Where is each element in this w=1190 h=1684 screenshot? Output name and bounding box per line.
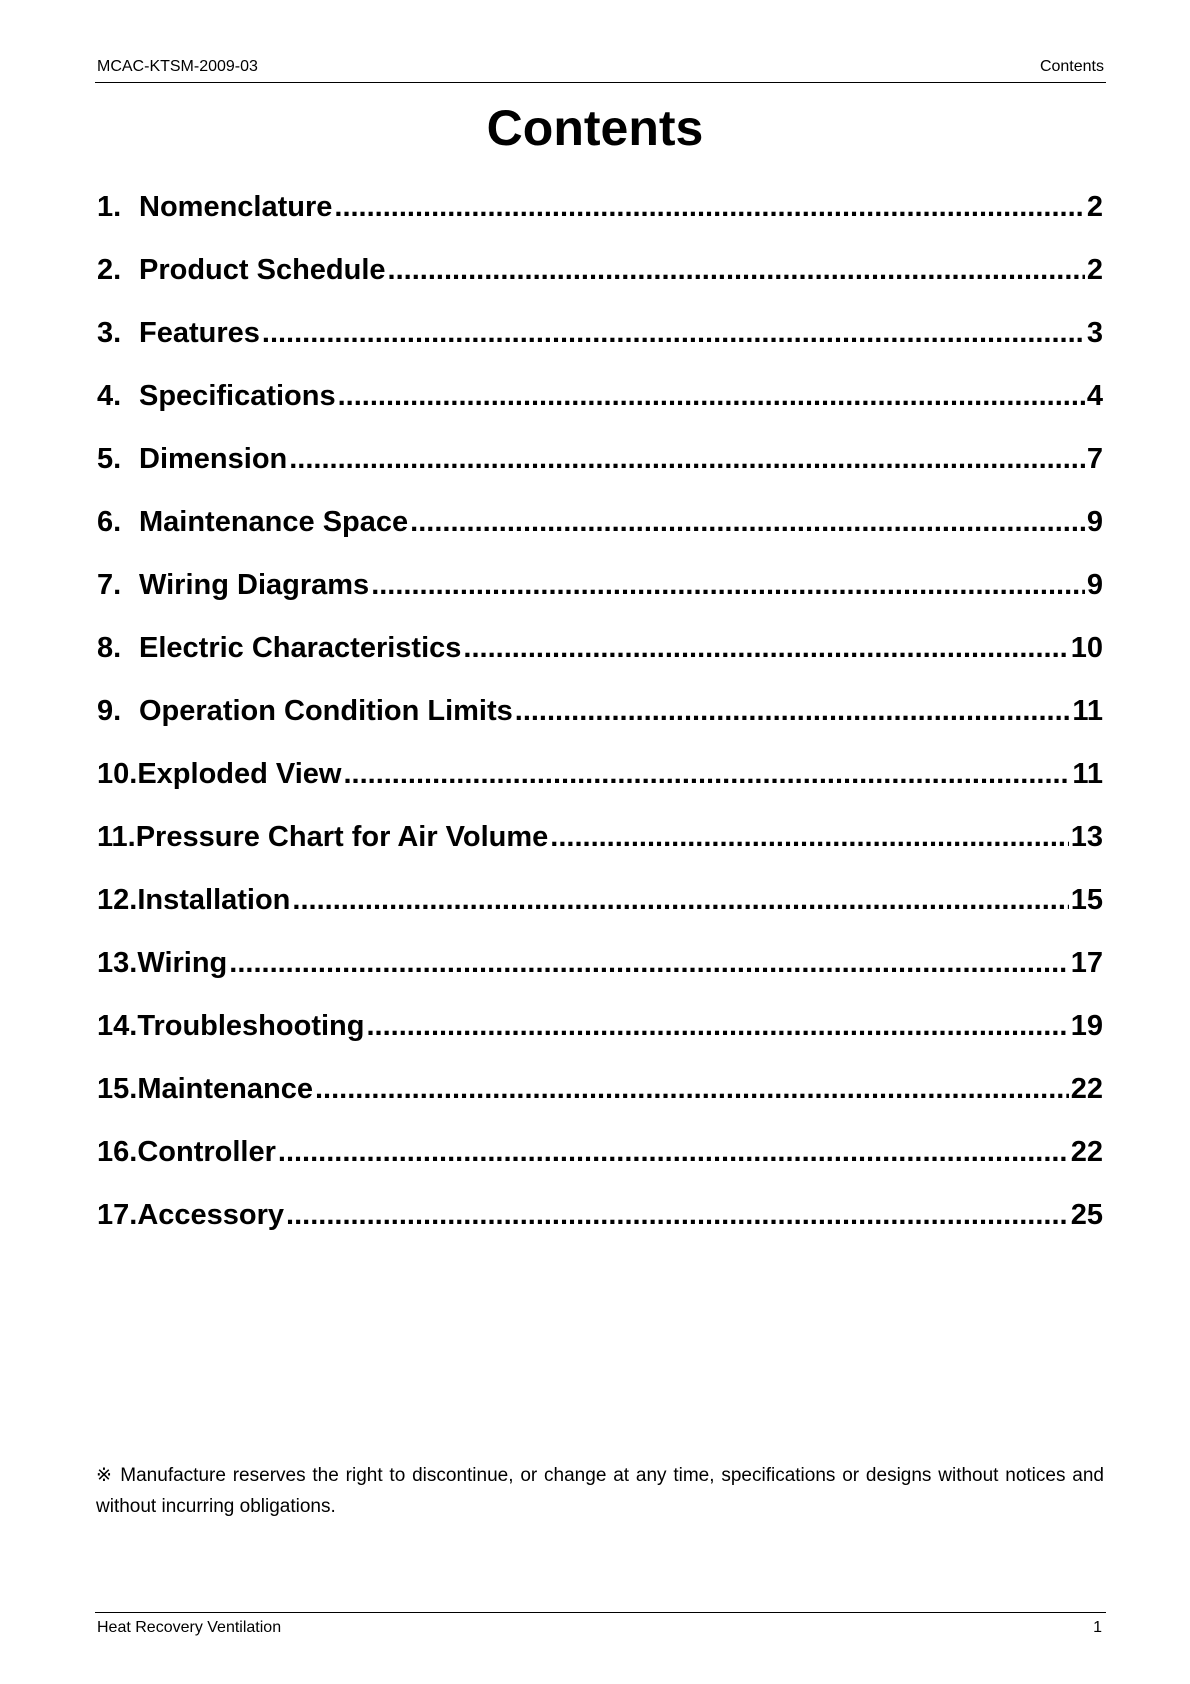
toc-item-electric-characteristics[interactable] — [97, 631, 1103, 694]
toc-number: 10. — [97, 758, 138, 790]
toc-page: 17 — [1070, 947, 1103, 979]
toc-page: 9 — [1086, 569, 1103, 601]
toc-label: Exploded View — [137, 758, 342, 790]
table-of-contents — [97, 190, 1103, 1261]
toc-number: 1. — [97, 191, 122, 223]
page-title: Contents — [486, 100, 704, 156]
toc-item-operation-condition-limits[interactable] — [97, 694, 1103, 757]
toc-label: Accessory — [137, 1199, 285, 1231]
toc-number: 2. — [97, 254, 122, 286]
page-footer — [95, 1612, 1106, 1643]
toc-leader — [515, 694, 1071, 728]
toc-leader — [315, 1072, 1069, 1106]
toc-item-dimension[interactable] — [97, 442, 1103, 505]
toc-page: 22 — [1070, 1136, 1103, 1168]
toc-page: 2 — [1086, 191, 1103, 223]
toc-number: 8. — [97, 632, 122, 664]
toc-item-maintenance-space[interactable] — [97, 505, 1103, 568]
toc-leader — [343, 757, 1070, 791]
toc-page: 15 — [1070, 884, 1103, 916]
toc-page: 11 — [1072, 758, 1103, 790]
toc-leader — [410, 505, 1085, 539]
header-section: Contents — [1039, 58, 1104, 75]
toc-item-pressure-chart[interactable] — [97, 820, 1103, 883]
toc-item-features[interactable] — [97, 316, 1103, 379]
toc-label: Nomenclature — [139, 191, 333, 223]
toc-leader — [229, 946, 1068, 980]
toc-label: Troubleshooting — [137, 1010, 365, 1042]
toc-number: 4. — [97, 380, 122, 412]
toc-leader — [388, 253, 1085, 287]
toc-number: 9. — [97, 695, 122, 727]
toc-number: 5. — [97, 443, 122, 475]
toc-label: Electric Characteristics — [139, 632, 462, 664]
toc-number: 6. — [97, 506, 122, 538]
toc-label: Features — [139, 317, 260, 349]
toc-item-maintenance[interactable] — [97, 1072, 1103, 1135]
toc-number: 17. — [97, 1199, 138, 1231]
toc-label: Wiring — [137, 947, 228, 979]
toc-leader — [292, 883, 1068, 917]
toc-label: Wiring Diagrams — [139, 569, 370, 601]
toc-item-troubleshooting[interactable] — [97, 1009, 1103, 1072]
toc-item-product-schedule[interactable] — [97, 253, 1103, 316]
toc-label: Installation — [137, 884, 291, 916]
toc-page: 22 — [1070, 1073, 1103, 1105]
toc-item-nomenclature[interactable] — [97, 190, 1103, 253]
footer-page-number: 1 — [1093, 1619, 1102, 1636]
toc-leader — [463, 631, 1068, 665]
toc-page: 2 — [1086, 254, 1103, 286]
toc-item-wiring[interactable] — [97, 946, 1103, 1009]
toc-page: 13 — [1070, 821, 1103, 853]
header-doc-code: MCAC-KTSM-2009-03 — [97, 58, 258, 75]
toc-number: 7. — [97, 569, 122, 601]
toc-leader — [338, 379, 1085, 413]
toc-number: 12. — [97, 884, 138, 916]
toc-page: 7 — [1086, 443, 1103, 475]
footer-product: Heat Recovery Ventilation — [97, 1619, 282, 1636]
toc-item-exploded-view[interactable] — [97, 757, 1103, 820]
disclaimer-note: ※ Manufacture reserves the right to discontinue, or change at any time, specifications or designs without notices and without incurring obligations. — [96, 1465, 1104, 1517]
toc-page: 25 — [1070, 1199, 1103, 1231]
toc-label: Maintenance — [137, 1073, 313, 1105]
toc-page: 10 — [1070, 632, 1103, 664]
toc-item-wiring-diagrams[interactable] — [97, 568, 1103, 631]
toc-label: Specifications — [139, 380, 336, 412]
toc-item-installation[interactable] — [97, 883, 1103, 946]
page-header — [95, 56, 1106, 83]
toc-label: Maintenance Space — [139, 506, 409, 538]
toc-number: 16. — [97, 1136, 138, 1168]
toc-label: Operation Condition Limits — [139, 695, 513, 727]
toc-item-controller[interactable] — [97, 1135, 1103, 1198]
toc-number: 11. — [97, 821, 136, 853]
toc-number: 14. — [97, 1010, 138, 1042]
toc-label: Dimension — [139, 443, 288, 475]
toc-label: Pressure Chart for Air Volume — [135, 821, 549, 853]
toc-page: 19 — [1070, 1010, 1103, 1042]
toc-leader — [262, 316, 1085, 350]
toc-number: 13. — [97, 947, 138, 979]
toc-number: 3. — [97, 317, 122, 349]
toc-leader — [286, 1198, 1069, 1232]
toc-leader — [366, 1009, 1068, 1043]
toc-item-specifications[interactable] — [97, 379, 1103, 442]
toc-page: 11 — [1072, 695, 1103, 727]
toc-leader — [371, 568, 1085, 602]
toc-item-accessory[interactable] — [97, 1198, 1103, 1261]
toc-label: Product Schedule — [139, 254, 386, 286]
toc-leader — [334, 190, 1084, 224]
toc-page: 9 — [1086, 506, 1103, 538]
toc-leader — [550, 820, 1068, 854]
toc-label: Controller — [137, 1136, 276, 1168]
toc-leader — [289, 442, 1085, 476]
toc-number: 15. — [97, 1073, 138, 1105]
toc-page: 4 — [1086, 380, 1103, 412]
toc-leader — [278, 1135, 1069, 1169]
toc-page: 3 — [1086, 317, 1103, 349]
